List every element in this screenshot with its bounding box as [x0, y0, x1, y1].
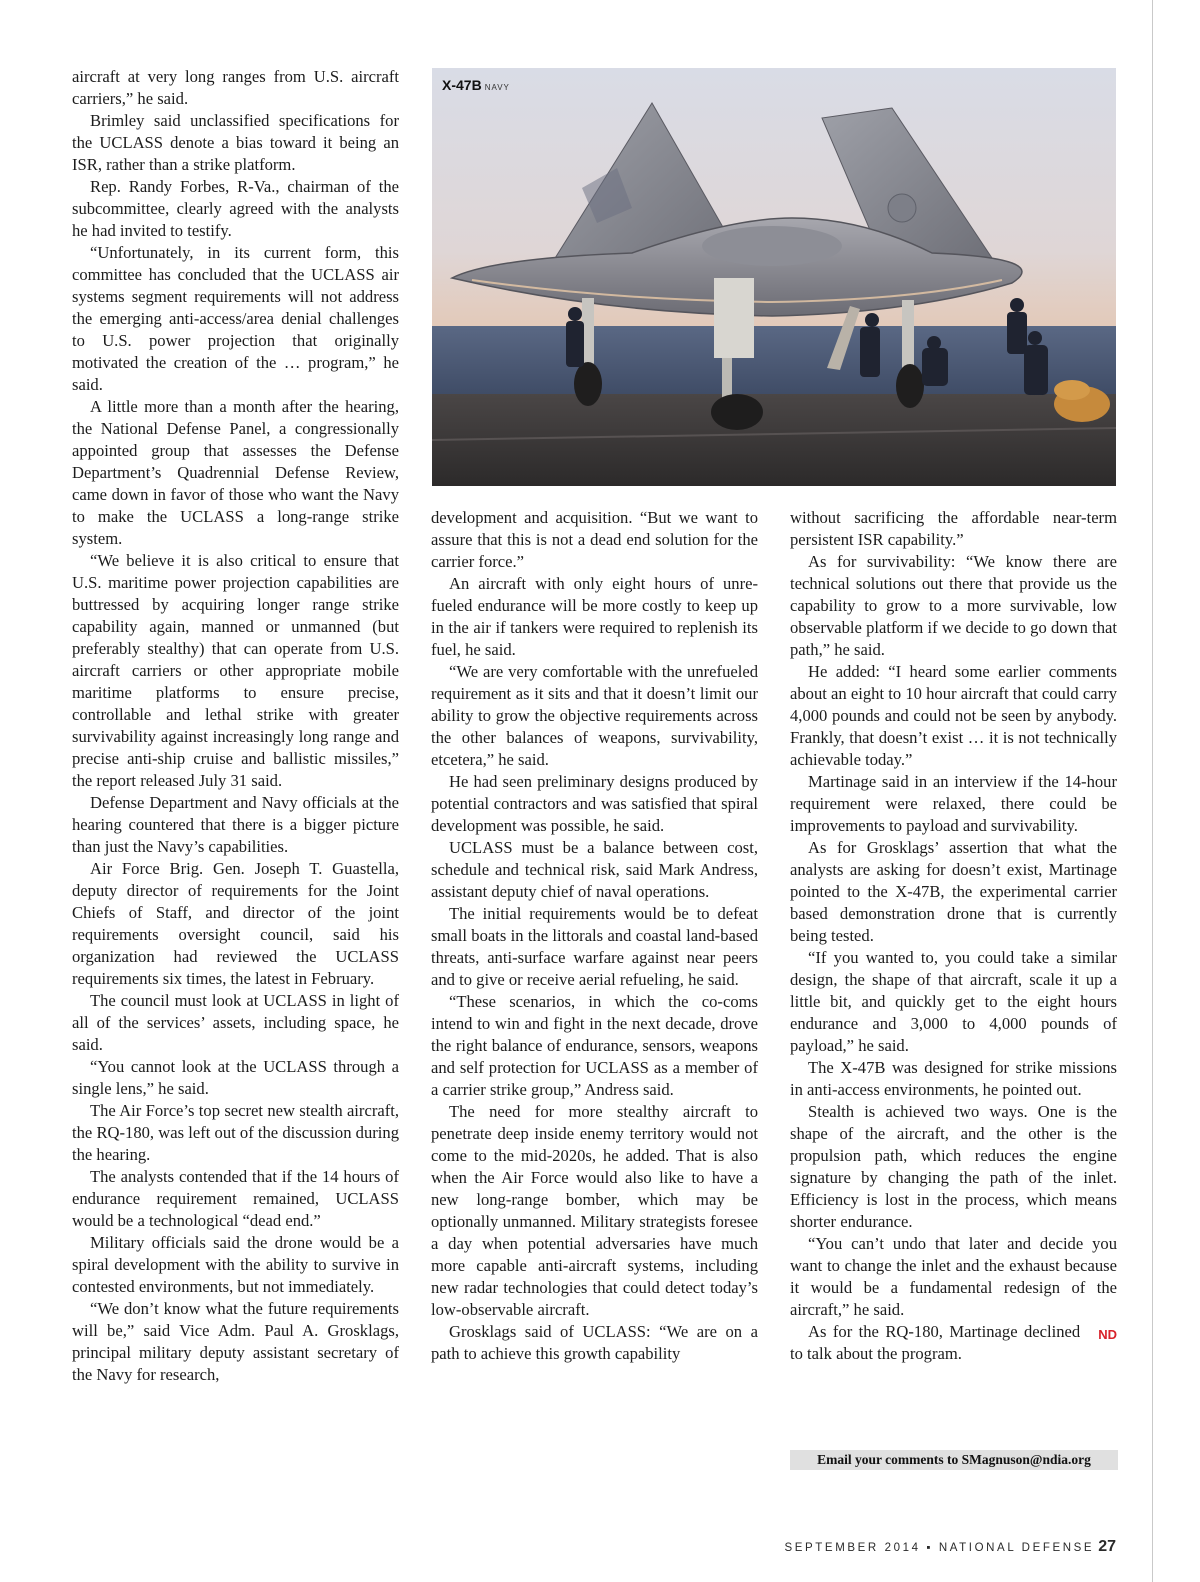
- paragraph-text: As for the RQ-180, Martinage declined to talk about the program.: [790, 1322, 1081, 1363]
- paragraph: The need for more stealthy aircraft to penetrate deep inside enemy territory would not come to the mid-2020s, he added. That is also when the Air Force would also like to have a new long-range bomber, which may be optionally unmanned. Military strategists foresee a day when potential adversaries have much more capable anti-aircraft systems, including new radar technologies that could detect today’s low-observable aircraft.: [431, 1102, 758, 1319]
- caption-aircraft-name: X-47B: [442, 77, 482, 93]
- page-footer: [784, 1538, 1116, 1556]
- x47b-photo-illustration: [432, 68, 1116, 486]
- paragraph: “We believe it is also critical to ensure that U.S. maritime power projection capabilities are buttressed by acquiring longer range strike capability again, manned or unmanned (but preferably stealthy) that can operate from U.S. aircraft carriers or other appropriate mobile maritime platforms to ensure precise, controllable and lethal strike with greater survivability against increasingly long range and precise anti-ship cruise and ballistic missiles,” the report released July 31 said.: [72, 551, 399, 790]
- paragraph: As for Grosklags’ assertion that what the analysts are asking for doesn’t exist, Martinage pointed to the X-47B, the experimental carrier based demonstration drone that is currently being tested.: [790, 838, 1117, 945]
- paragraph: development and acquisition. “But we want to assure that this is not a dead end solution for the carrier force.”: [431, 508, 758, 571]
- photo-caption: [442, 77, 510, 95]
- paragraph: “We don’t know what the future requirements will be,” said Vice Adm. Paul A. Grosklags, principal military deputy assistant secretary of the Navy for research,: [72, 1299, 399, 1384]
- end-mark: ND: [1098, 1327, 1117, 1342]
- paragraph: Stealth is achieved two ways. One is the shape of the aircraft, and the other is the propulsion path, which reduces the engine signature by changing the path of the inlet. Efficiency is lost in the process, which means shorter endurance.: [790, 1102, 1117, 1231]
- caption-credit: NAVY: [484, 83, 510, 92]
- paragraph: “You can’t undo that later and decide you want to change the inlet and the exhaust because it would be a fundamental redesign of the aircraft,” he said.: [790, 1234, 1117, 1319]
- article-column-2: [431, 507, 758, 1365]
- paragraph: He had seen preliminary designs produced by potential contractors and was satisfied that spiral development was possible, he said.: [431, 772, 758, 835]
- x47b-photo: [432, 68, 1116, 486]
- email-comments-box: Email your comments to SMagnuson@ndia.org: [790, 1450, 1118, 1470]
- article-column-1: [72, 66, 399, 1386]
- paragraph: “We are very comfortable with the unrefueled requirement as it sits and that it doesn’t limit our ability to grow the objective requirements across the other balances of weapons, survivability, etcetera,” he said.: [431, 662, 758, 769]
- paragraph: without sacrificing the affordable near-term persistent ISR capability.”: [790, 508, 1117, 549]
- paragraph: Rep. Randy Forbes, R-Va., chairman of the subcommittee, clearly agreed with the analysts he had invited to testify.: [72, 177, 399, 240]
- page-number: 27: [1098, 1538, 1116, 1555]
- paragraph: He added: “I heard some earlier comments about an eight to 10 hour aircraft that could carry 4,000 pounds and could not be seen by anybody. Frankly, that doesn’t exist … it is not technically achievable today.”: [790, 662, 1117, 769]
- paragraph: As for survivability: “We know there are technical solutions out there that provide us the capability to grow to a more survivable, low observable platform if we decide to go down that path,” he said.: [790, 552, 1117, 659]
- paragraph: Brimley said unclassified specifications for the UCLASS denote a bias toward it being an ISR, rather than a strike platform.: [72, 111, 399, 174]
- article-column-3: [790, 507, 1117, 1365]
- paragraph: [790, 1321, 1117, 1365]
- paragraph: Military officials said the drone would be a spiral development with the ability to survive in contested environments, but not immediately.: [72, 1233, 399, 1296]
- paragraph: The council must look at UCLASS in light of all of the services’ assets, including space, he said.: [72, 991, 399, 1054]
- paragraph: The Air Force’s top secret new stealth aircraft, the RQ-180, was left out of the discussion during the hearing.: [72, 1101, 399, 1164]
- paragraph: aircraft at very long ranges from U.S. aircraft carriers,” he said.: [72, 67, 399, 108]
- paragraph: “If you wanted to, you could take a similar design, the shape of that aircraft, scale it up a little bit, and quickly get to the eight hours endurance and 3,000 to 4,000 pounds of payload,” he said.: [790, 948, 1117, 1055]
- footer-issue-label: SEPTEMBER 2014 ▪ NATIONAL DEFENSE: [784, 1542, 1095, 1554]
- paragraph: The analysts contended that if the 14 hours of endurance requirement remained, UCLASS would be a technological “dead end.”: [72, 1167, 399, 1230]
- paragraph: “These scenarios, in which the co-coms intend to win and fight in the next decade, drove the right balance of endurance, sensors, weapons and self protection for UCLASS as a member of a carrier strike group,” Andress said.: [431, 992, 758, 1099]
- paragraph: The X-47B was designed for strike missions in anti-access environments, he pointed out.: [790, 1058, 1117, 1099]
- paragraph: UCLASS must be a balance between cost, schedule and technical risk, said Mark Andress, assistant deputy chief of naval operations.: [431, 838, 758, 901]
- paragraph: Defense Department and Navy officials at the hearing countered that there is a bigger picture than just the Navy’s capabilities.: [72, 793, 399, 856]
- page-edge-rule: [1152, 0, 1153, 1582]
- paragraph: The initial requirements would be to defeat small boats in the littorals and coastal land-based threats, anti-surface warfare against near peers and to give or receive aerial refueling, he said.: [431, 904, 758, 989]
- paragraph: An aircraft with only eight hours of unrefueled endurance will be more costly to keep up in the air if tankers were required to replenish its fuel, he said.: [431, 574, 758, 659]
- paragraph: Air Force Brig. Gen. Joseph T. Guastella, deputy director of requirements for the Joint Chiefs of Staff, and director of the joint requirements oversight council, said his organization had reviewed the UCLASS requirements six times, the latest in February.: [72, 859, 399, 988]
- paragraph: “You cannot look at the UCLASS through a single lens,” he said.: [72, 1057, 399, 1098]
- paragraph: Martinage said in an interview if the 14-hour requirement were relaxed, there could be improvements to payload and survivability.: [790, 772, 1117, 835]
- paragraph: Grosklags said of UCLASS: “We are on a path to achieve this growth capability: [431, 1322, 758, 1363]
- paragraph: A little more than a month after the hearing, the National Defense Panel, a congressionally appointed group that assesses the Defense Department’s Quadrennial Defense Review, came down in favor of those who want the Navy to make the UCLASS a long-range strike system.: [72, 397, 399, 548]
- paragraph: “Unfortunately, in its current form, this committee has concluded that the UCLASS air systems segment requirements will not address the emerging anti-access/area denial challenges to U.S. power projection that originally motivated the creation of the … program,” he said.: [72, 243, 399, 394]
